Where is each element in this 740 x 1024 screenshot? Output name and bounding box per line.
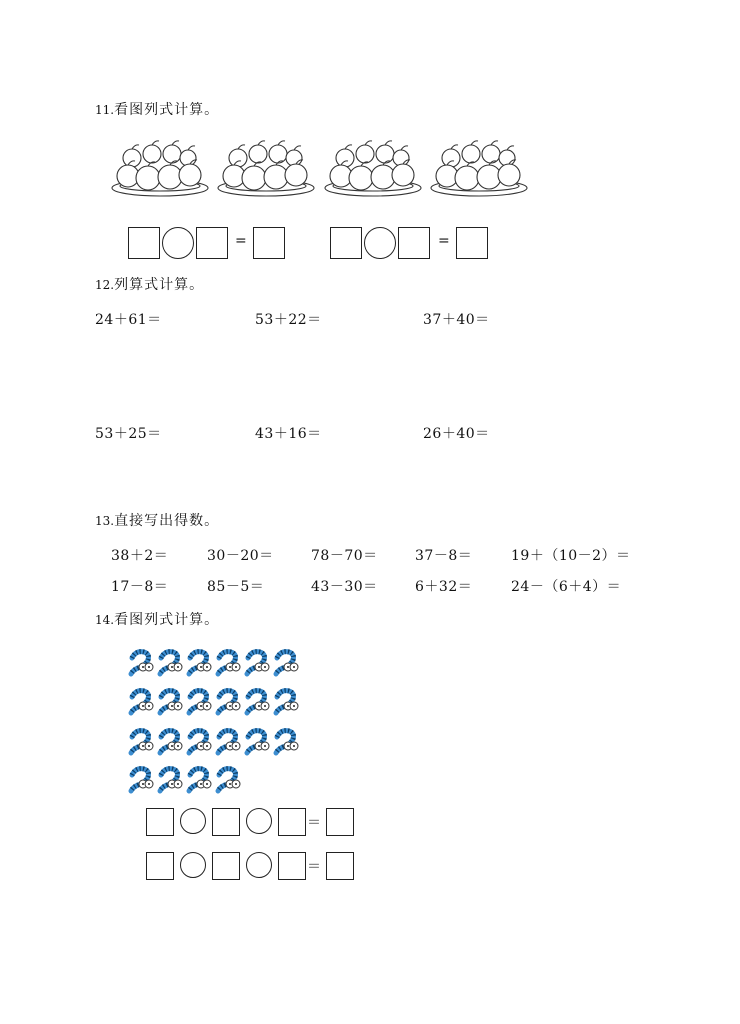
equals-sign: = [438,233,450,249]
caterpillar-icon [186,727,214,755]
answer-box[interactable] [253,227,285,259]
equals-sign: ＝ [307,815,321,831]
q14-number: 14. [95,613,115,627]
operator-circle[interactable] [246,852,272,878]
q13-expression: 30－20＝ [207,548,274,564]
q14-title [95,609,219,629]
caterpillar-icon [244,727,272,755]
caterpillar-icon [128,727,156,755]
apple-plate-icon [110,138,210,200]
q11-text: 看图列式计算。 [114,102,220,118]
q12-number: 12. [95,278,115,292]
q12-expression: 24＋61＝ [95,312,162,328]
caterpillar-icon [186,687,214,715]
caterpillar-icon [128,765,156,793]
q11-title [95,99,219,119]
answer-box[interactable] [196,227,228,259]
q13-number: 13. [95,514,115,528]
answer-box[interactable] [456,227,488,259]
q12-expression: 43＋16＝ [255,426,322,442]
q12-expression: 37＋40＝ [423,312,490,328]
answer-box[interactable] [278,852,306,880]
q12-expression: 53＋25＝ [95,426,162,442]
q13-expression: 38＋2＝ [111,548,169,564]
q12-expression: 53＋22＝ [255,312,322,328]
answer-box[interactable] [326,808,354,836]
q13-expression: 37－8＝ [415,548,473,564]
q13-title [95,510,219,530]
q12-title [95,274,204,294]
caterpillar-icon [157,765,185,793]
q12-expression: 26＋40＝ [423,426,490,442]
operator-circle[interactable] [162,227,194,259]
caterpillar-icon [244,648,272,676]
caterpillar-icon [215,687,243,715]
apple-plate-icon [429,138,529,200]
caterpillar-icon [128,648,156,676]
caterpillar-icon [128,687,156,715]
operator-circle[interactable] [246,808,272,834]
q12-text: 列算式计算。 [114,277,205,293]
answer-box[interactable] [146,808,174,836]
caterpillar-icon [157,687,185,715]
q13-expression: 17－8＝ [111,579,169,595]
caterpillar-icon [157,648,185,676]
q13-expression: 43－30＝ [311,579,378,595]
caterpillar-icon [273,687,301,715]
equals-sign: = [235,233,247,249]
answer-box[interactable] [128,227,160,259]
answer-box[interactable] [212,852,240,880]
caterpillar-icon [215,648,243,676]
caterpillar-icon [215,727,243,755]
caterpillar-icon [244,687,272,715]
apple-plate-icon [323,138,423,200]
q13-expression: 24－（6＋4）＝ [511,579,622,595]
apple-plate-icon [216,138,316,200]
caterpillar-icon [215,765,243,793]
q13-text: 直接写出得数。 [114,513,220,529]
answer-box[interactable] [212,808,240,836]
q14-text: 看图列式计算。 [114,612,220,628]
q13-expression: 6＋32＝ [415,579,473,595]
equals-sign: ＝ [307,859,321,875]
q11-number: 11. [95,103,115,117]
caterpillar-icon [186,648,214,676]
caterpillar-icon [157,727,185,755]
caterpillar-icon [273,727,301,755]
caterpillar-icon [186,765,214,793]
caterpillar-icon [273,648,301,676]
answer-box[interactable] [326,852,354,880]
answer-box[interactable] [330,227,362,259]
operator-circle[interactable] [364,227,396,259]
q13-expression: 78－70＝ [311,548,378,564]
q13-expression: 19＋（10－2）＝ [511,548,631,564]
answer-box[interactable] [146,852,174,880]
q13-expression: 85－5＝ [207,579,265,595]
operator-circle[interactable] [180,808,206,834]
answer-box[interactable] [398,227,430,259]
answer-box[interactable] [278,808,306,836]
operator-circle[interactable] [180,852,206,878]
